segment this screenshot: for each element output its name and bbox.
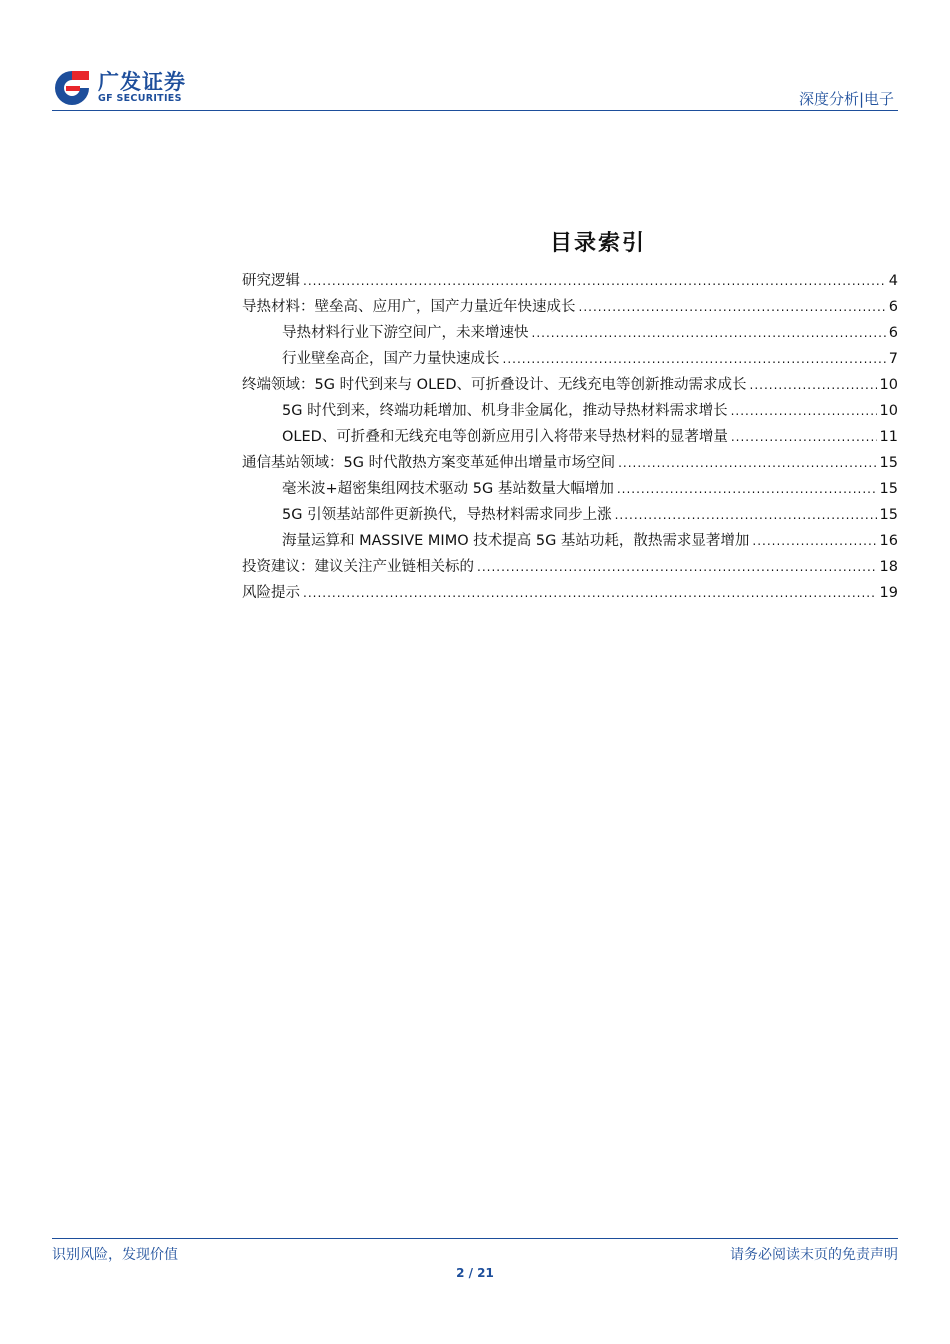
- toc-entry-title: 导热材料：壁垒高、应用广，国产力量近年快速成长: [242, 299, 576, 315]
- toc-entry-title: 研究逻辑: [242, 273, 300, 289]
- toc-entry-title: 5G 引领基站部件更新换代，导热材料需求同步上涨: [282, 507, 612, 523]
- gf-logo-icon: [52, 68, 92, 108]
- toc-entry-page: 10: [879, 403, 898, 419]
- toc-entry-title: 毫米波+超密集组网技术驱动 5G 基站数量大幅增加: [282, 481, 614, 497]
- toc-leader-dots: [618, 450, 876, 476]
- toc-entry-title: 行业壁垒高企，国产力量快速成长: [282, 351, 500, 367]
- toc-entry[interactable]: [242, 372, 898, 398]
- toc-entry-page: 15: [879, 507, 898, 523]
- toc-leader-dots: [750, 372, 877, 398]
- toc-entry-page: 16: [879, 533, 898, 549]
- toc-entry[interactable]: [242, 580, 898, 606]
- toc-entry-page: 19: [879, 585, 898, 601]
- toc-leader-dots: [532, 320, 886, 346]
- toc-entry-page: 18: [879, 559, 898, 575]
- table-of-contents: [242, 268, 898, 606]
- toc-entry-page: 10: [879, 377, 898, 393]
- toc-entry[interactable]: [242, 528, 898, 554]
- toc-entry-page: 6: [888, 299, 898, 315]
- toc-entry-title: 风险提示: [242, 585, 300, 601]
- gf-securities-logo: [52, 66, 212, 110]
- toc-entry[interactable]: [242, 320, 898, 346]
- footer-disclaimer-note: 请务必阅读末页的免责声明: [730, 1247, 898, 1263]
- toc-entry-title: 导热材料行业下游空间广，未来增速快: [282, 325, 529, 341]
- toc-entry[interactable]: [242, 476, 898, 502]
- toc-leader-dots: [752, 528, 876, 554]
- toc-entry[interactable]: [242, 346, 898, 372]
- toc-entry-page: 15: [879, 481, 898, 497]
- toc-entry[interactable]: [242, 268, 898, 294]
- page-header: [0, 0, 950, 120]
- toc-leader-dots: [303, 580, 877, 606]
- toc-entry-page: 15: [879, 455, 898, 471]
- toc-entry-page: 7: [888, 351, 898, 367]
- toc-entry-title: 通信基站领域：5G 时代散热方案变革延伸出增量市场空间: [242, 455, 616, 471]
- toc-entry[interactable]: [242, 554, 898, 580]
- toc-entry[interactable]: [242, 450, 898, 476]
- toc-leader-dots: [503, 346, 886, 372]
- footer-slogan: 识别风险，发现价值: [52, 1247, 178, 1263]
- toc-entry[interactable]: [242, 424, 898, 450]
- logo-english-name: GF SECURITIES: [98, 93, 182, 104]
- toc-entry[interactable]: [242, 502, 898, 528]
- toc-title: 目录索引: [549, 231, 646, 256]
- toc-leader-dots: [579, 294, 886, 320]
- toc-entry-title: 终端领域：5G 时代到来与 OLED、可折叠设计、无线充电等创新推动需求成长: [242, 377, 747, 393]
- toc-entry-page: 4: [888, 273, 898, 289]
- toc-entry-page: 11: [879, 429, 898, 445]
- toc-leader-dots: [617, 476, 877, 502]
- page-number: 2 / 21: [456, 1266, 494, 1280]
- toc-entry-title: 5G 时代到来，终端功耗增加、机身非金属化，推动导热材料需求增长: [282, 403, 728, 419]
- toc-leader-dots: [303, 268, 886, 294]
- toc-entry-page: 6: [888, 325, 898, 341]
- header-divider: [52, 110, 898, 111]
- footer-divider: [52, 1238, 898, 1239]
- toc-leader-dots: [731, 424, 877, 450]
- toc-leader-dots: [477, 554, 877, 580]
- toc-entry[interactable]: [242, 398, 898, 424]
- logo-chinese-name: 广发证券: [98, 70, 186, 94]
- toc-entry-title: 海量运算和 MASSIVE MIMO 技术提高 5G 基站功耗，散热需求显著增加: [282, 533, 750, 549]
- toc-entry-title: 投资建议：建议关注产业链相关标的: [242, 559, 474, 575]
- toc-leader-dots: [615, 502, 877, 528]
- toc-leader-dots: [731, 398, 877, 424]
- report-category: 深度分析|电子: [798, 90, 894, 108]
- toc-entry[interactable]: [242, 294, 898, 320]
- toc-entry-title: OLED、可折叠和无线充电等创新应用引入将带来导热材料的显著增量: [282, 429, 728, 445]
